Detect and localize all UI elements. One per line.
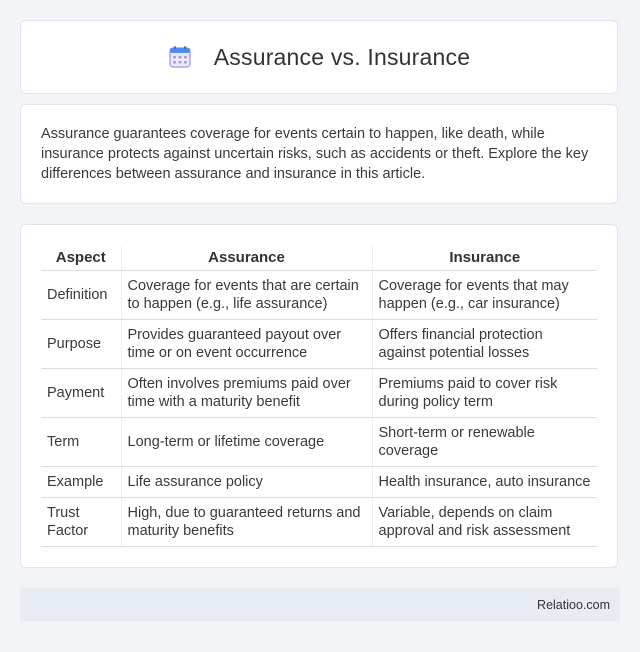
comparison-card — [20, 224, 618, 568]
table-row — [41, 369, 597, 418]
table-row — [41, 418, 597, 467]
footer — [20, 588, 620, 621]
assurance-cell: High, due to guaranteed returns and maturity benefits — [121, 498, 372, 547]
aspect-cell: Trust Factor — [41, 498, 121, 547]
insurance-cell: Short-term or renewable coverage — [372, 418, 597, 467]
assurance-cell: Provides guaranteed payout over time or on event occurrence — [121, 320, 372, 369]
table-row — [41, 320, 597, 369]
intro-card — [20, 104, 618, 204]
assurance-cell: Life assurance policy — [121, 467, 372, 498]
aspect-cell: Definition — [41, 271, 121, 320]
page-title: Assurance vs. Insurance — [213, 43, 471, 70]
table-row — [41, 467, 597, 498]
assurance-cell: Coverage for events that are certain to happen (e.g., life assurance) — [121, 271, 372, 320]
insurance-cell: Variable, depends on claim approval and risk assessment — [372, 498, 597, 547]
aspect-cell: Example — [41, 467, 121, 498]
assurance-cell: Long-term or lifetime coverage — [121, 418, 372, 467]
insurance-cell: Health insurance, auto insurance — [372, 467, 597, 498]
calendar-icon — [168, 45, 192, 69]
title-card — [20, 20, 618, 94]
insurance-cell: Offers financial protection against potential losses — [372, 320, 597, 369]
footer-site-name: Relatioo.com — [537, 597, 610, 612]
header-insurance: Insurance — [372, 246, 597, 271]
insurance-cell: Premiums paid to cover risk during policy term — [372, 369, 597, 418]
table-header-row — [41, 246, 597, 271]
table-row — [41, 271, 597, 320]
aspect-cell: Payment — [41, 369, 121, 418]
comparison-table — [41, 246, 597, 547]
table-row — [41, 498, 597, 547]
insurance-cell: Coverage for events that may happen (e.g., car insurance) — [372, 271, 597, 320]
intro-text: Assurance guarantees coverage for events certain to happen, like death, while insurance protects against uncertain risks, such as accidents or theft. Explore the key differences between assurance and insurance in this article. — [41, 126, 589, 182]
assurance-cell: Often involves premiums paid over time with a maturity benefit — [121, 369, 372, 418]
aspect-cell: Purpose — [41, 320, 121, 369]
header-aspect: Aspect — [41, 246, 121, 271]
aspect-cell: Term — [41, 418, 121, 467]
header-assurance: Assurance — [121, 246, 372, 271]
